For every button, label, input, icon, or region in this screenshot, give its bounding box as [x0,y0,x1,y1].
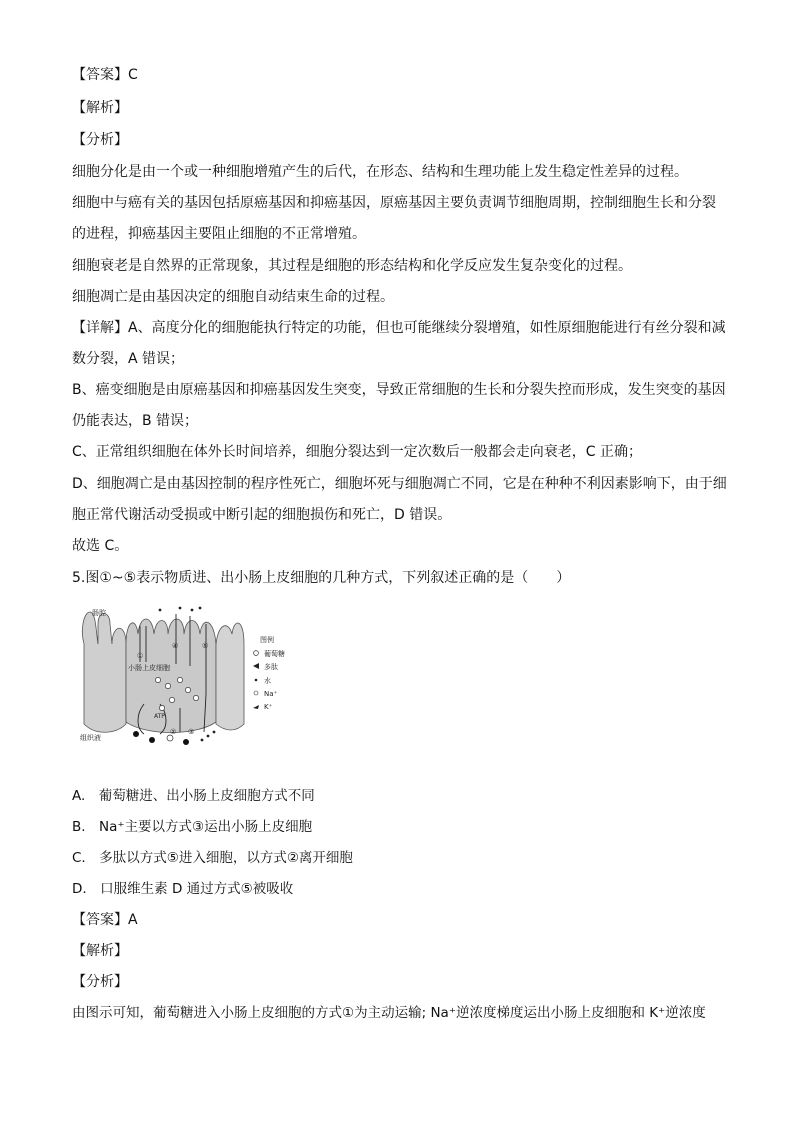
detail-paragraph: B、癌变细胞是由原癌基因和抑癌基因发生突变，导致正常细胞的生长和分裂失控而形成，发生突变的基因 [72,382,726,398]
atp-label: ATP [154,713,165,720]
detail-paragraph: D、细胞凋亡是由基因控制的程序性死亡，细胞坏死与细胞凋亡不同，它是在种种不利因素影响下，由于细 [72,476,727,492]
answer-tag: 【答案】 [72,67,128,83]
mode-1-label: ① [137,652,144,660]
water-legend-icon [255,679,258,682]
answer-value: C [128,67,138,83]
analysis-paragraph: 细胞中与癌有关的基因包括原癌基因和抑癌基因，原癌基因主要负责调节细胞周期，控制细胞生长和分裂 [72,195,716,211]
detail-paragraph: 胞正常代谢活动受损或中断引起的细胞损伤和死亡，D 错误。 [72,507,452,523]
detail-paragraph: 【详解】A、高度分化的细胞能执行特定的功能，但也可能继续分裂增殖，如性原细胞能进行有丝分裂和减 [72,320,726,336]
option-c: C. 多肽以方式⑤进入细胞，以方式②离开细胞 [72,850,353,866]
analysis-paragraph: 由图示可知，葡萄糖进入小肠上皮细胞的方式①为主动运输; Na⁺逆浓度梯度运出小肠上皮细胞和 K⁺逆浓度 [72,1005,706,1021]
analysis-heading: 【分析】 [72,132,128,148]
option-a: A. 葡萄糖进、出小肠上皮细胞方式不同 [72,788,315,804]
conclusion: 故选 C。 [72,538,129,554]
legend-item: 多肽 [264,663,278,671]
detail-paragraph: 数分裂，A 错误； [72,351,185,367]
mode-4-label: ④ [172,642,179,650]
explanation-heading: 【解析】 [72,100,128,116]
question-stem: 5.图①~⑤表示物质进、出小肠上皮细胞的几种方式，下列叙述正确的是（ ） [72,570,571,586]
mode-3-label: ③ [188,728,195,736]
glucose-legend-icon [254,651,259,656]
answer-line [72,66,138,84]
tissue-fluid-label: 组织液 [80,734,101,742]
legend-item: K⁺ [264,703,273,711]
lumen-label: 肠腔 [92,609,106,617]
cell-label: 小肠上皮细胞 [128,664,170,672]
mode-2-label: ② [170,728,177,736]
analysis-paragraph: 细胞衰老是自然界的正常现象，其过程是细胞的形态结构和化学反应发生复杂变化的过程。 [72,258,632,274]
analysis-heading: 【分析】 [72,974,128,990]
legend-title: 图例 [260,636,274,644]
analysis-paragraph: 细胞凋亡是由基因决定的细胞自动结束生命的过程。 [72,289,394,305]
answer-line [72,911,138,929]
explanation-heading: 【解析】 [72,943,128,959]
mode-5-label: ⑤ [202,642,209,650]
legend-item: 水 [264,677,271,685]
analysis-paragraph: 细胞分化是由一个或一种细胞增殖产生的后代，在形态、结构和生理功能上发生稳定性差异的过程。 [72,164,688,180]
answer-tag: 【答案】 [72,912,128,928]
legend-item: Na⁺ [264,690,278,698]
answer-value: A [128,912,138,928]
option-d: D. 口服维生素 D 通过方式⑤被吸收 [72,881,294,897]
analysis-paragraph: 的进程，抑癌基因主要阻止细胞的不正常增殖。 [72,226,366,242]
legend-item: 葡萄糖 [264,650,285,658]
detail-paragraph: C、正常组织细胞在体外长时间培养，细胞分裂达到一定次数后一般都会走向衰老，C 正确； [72,444,642,460]
detail-paragraph: 仍能表达，B 错误； [72,413,199,429]
sodium-legend-icon [254,691,258,695]
option-b: B. Na⁺主要以方式③运出小肠上皮细胞 [72,819,313,835]
cell-transport-figure [76,604,326,754]
